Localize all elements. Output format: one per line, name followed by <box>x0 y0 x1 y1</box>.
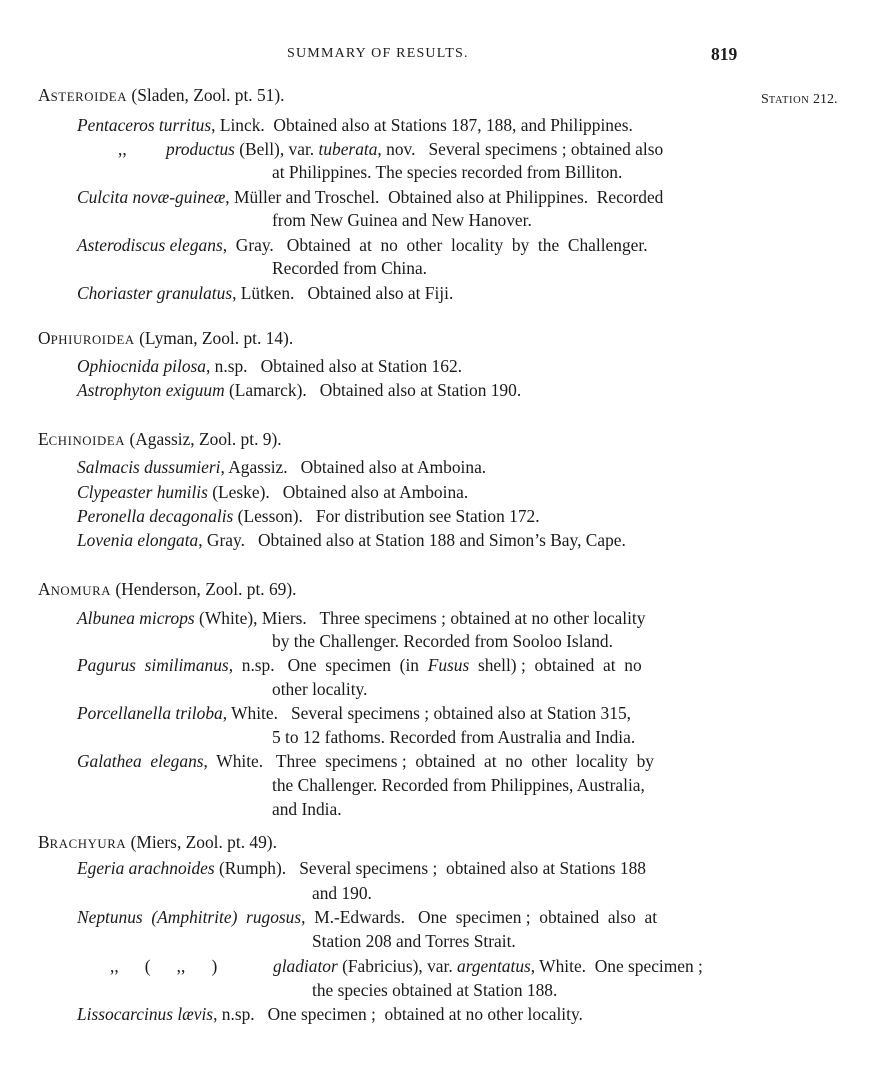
entry-continuation: the Challenger. Recorded from Philippines, Australia, <box>272 775 645 795</box>
entry-continuation: and 190. <box>312 883 372 903</box>
species-entry: Neptunus (Amphitrite) rugosus, M.-Edwards. One specimen ; obtained also at <box>77 907 658 927</box>
species-entry: Ophiocnida pilosa, n.sp. Obtained also at Station 162. <box>77 356 462 376</box>
species-entry: Asterodiscus elegans, Gray. Obtained at no other locality by the Challenger. <box>77 235 648 255</box>
species-entry: Porcellanella triloba, White. Several specimens ; obtained also at Station 315, <box>77 703 631 723</box>
species-entry: productus (Bell), var. tuberata, nov. Several specimens ; obtained also <box>166 139 664 159</box>
running-header-title: SUMMARY OF RESULTS. <box>287 46 469 61</box>
section-heading-brachyura: BRACHYURA (Miers, Zool. pt. 49). <box>38 832 277 852</box>
entry-continuation: and India. <box>272 799 342 819</box>
species-entry: Lovenia elongata, Gray. Obtained also at Station 188 and Simon’s Bay, Cape. <box>77 530 626 550</box>
station-side-note: STATION 212. <box>761 92 838 107</box>
species-entry: Choriaster granulatus, Lütken. Obtained also at Fiji. <box>77 283 454 303</box>
entry-continuation: 5 to 12 fathoms. Recorded from Australia and India. <box>272 727 636 747</box>
ditto-marks: ,, ( ,, ) <box>110 956 218 976</box>
species-entry: Lissocarcinus lævis, n.sp. One specimen ; obtained at no other locality. <box>77 1004 583 1024</box>
species-entry: Astrophyton exiguum (Lamarck). Obtained also at Station 190. <box>77 380 522 400</box>
entry-continuation: Station 208 and Torres Strait. <box>312 931 516 951</box>
species-entry: Pentaceros turritus, Linck. Obtained also at Stations 187, 188, and Philippines. <box>77 115 633 135</box>
species-entry: Egeria arachnoides (Rumph). Several specimens ; obtained also at Stations 188 <box>77 858 646 878</box>
section-heading-ophiuroidea: OPHIUROIDEA (Lyman, Zool. pt. 14). <box>38 328 294 348</box>
entry-continuation: the species obtained at Station 188. <box>312 980 558 1000</box>
species-entry: Salmacis dussumieri, Agassiz. Obtained also at Amboina. <box>77 457 487 477</box>
section-heading-asteroidea: ASTEROIDEA (Sladen, Zool. pt. 51). <box>38 85 285 105</box>
species-entry: gladiator (Fabricius), var. argentatus, White. One specimen ; <box>273 956 703 976</box>
entry-continuation: from New Guinea and New Hanover. <box>272 210 532 230</box>
entry-continuation: Recorded from China. <box>272 258 428 278</box>
section-heading-echinoidea: ECHINOIDEA (Agassiz, Zool. pt. 9). <box>38 429 282 449</box>
species-entry: Culcita novæ-guineæ, Müller and Troschel. Obtained also at Philippines. Recorded <box>77 187 664 207</box>
species-entry: Galathea elegans, White. Three specimens ; obtained at no other locality by <box>77 751 654 771</box>
species-entry: Clypeaster humilis (Leske). Obtained also at Amboina. <box>77 482 469 502</box>
entry-continuation: other locality. <box>272 679 368 699</box>
entry-continuation: at Philippines. The species recorded from Billiton. <box>272 162 623 182</box>
species-entry: Pagurus similimanus, n.sp. One specimen (in Fusus shell) ; obtained at no <box>77 655 642 675</box>
section-heading-anomura: ANOMURA (Henderson, Zool. pt. 69). <box>38 579 297 599</box>
page-number: 819 <box>711 44 738 64</box>
ditto-mark: ,, <box>118 139 127 159</box>
species-entry: Peronella decagonalis (Lesson). For distribution see Station 172. <box>77 506 540 526</box>
entry-continuation: by the Challenger. Recorded from Sooloo Island. <box>272 631 613 651</box>
species-entry: Albunea microps (White), Miers. Three specimens ; obtained at no other locality <box>77 608 646 628</box>
